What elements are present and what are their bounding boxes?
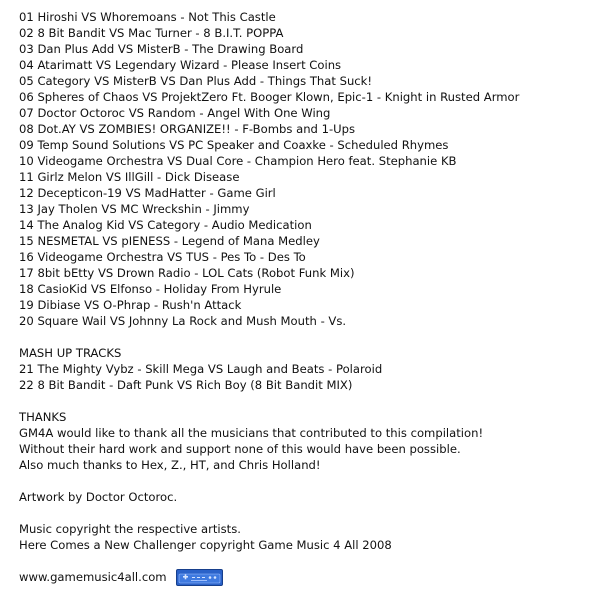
copyright-section (19, 521, 604, 553)
track-item: 01 Hiroshi VS Whoremoans - Not This Castle (19, 10, 276, 24)
spacer (19, 329, 604, 345)
track-item: 03 Dan Plus Add VS MisterB - The Drawing Board (19, 42, 304, 56)
artwork-credit: Artwork by Doctor Octoroc. (19, 490, 178, 504)
game-controller-icon (177, 570, 222, 585)
track-item: 15 NESMETAL VS pIENESS - Legend of Mana Medley (19, 234, 320, 248)
copyright-line: Music copyright the respective artists. (19, 522, 241, 536)
track-item: 11 Girlz Melon VS IllGill - Dick Disease (19, 170, 240, 184)
copyright-line: Here Comes a New Challenger copyright Game Music 4 All 2008 (19, 538, 392, 552)
track-item: 13 Jay Tholen VS MC Wreckshin - Jimmy (19, 202, 250, 216)
spacer (19, 473, 604, 489)
track-item: 20 Square Wail VS Johnny La Rock and Mush Mouth - Vs. (19, 314, 347, 328)
track-item: 16 Videogame Orchestra VS TUS - Pes To - Des To (19, 250, 306, 264)
track-item: 09 Temp Sound Solutions VS PC Speaker and Coaxke - Scheduled Rhymes (19, 138, 449, 152)
track-item: 19 Dibiase VS O-Phrap - Rush'n Attack (19, 298, 242, 312)
track-item: 17 8bit bEtty VS Drown Radio - LOL Cats (Robot Funk Mix) (19, 266, 355, 280)
track-item: 14 The Analog Kid VS Category - Audio Medication (19, 218, 312, 232)
track-item: 12 Decepticon-19 VS MadHatter - Game Girl (19, 186, 276, 200)
track-item: 07 Doctor Octoroc VS Random - Angel With One Wing (19, 106, 331, 120)
tracklist (19, 9, 604, 329)
spacer (19, 505, 604, 521)
track-item: 06 Spheres of Chaos VS ProjektZero Ft. Booger Klown, Epic-1 - Knight in Rusted Armor (19, 90, 520, 104)
track-item: 08 Dot.AY VS ZOMBIES! ORGANIZE!! - F-Bombs and 1-Ups (19, 122, 356, 136)
track-item: 22 8 Bit Bandit - Daft Punk VS Rich Boy (8 Bit Bandit MIX) (19, 378, 353, 392)
spacer (19, 393, 604, 409)
thanks-heading: THANKS (19, 410, 67, 424)
liner-notes (19, 9, 604, 589)
thanks-line: Also much thanks to Hex, Z., HT, and Chris Holland! (19, 458, 321, 472)
track-item: 10 Videogame Orchestra VS Dual Core - Champion Hero feat. Stephanie KB (19, 154, 457, 168)
thanks-line: GM4A would like to thank all the musicians that contributed to this compilation! (19, 426, 484, 440)
thanks-line: Without their hard work and support none of this would have been possible. (19, 442, 461, 456)
track-item: 02 8 Bit Bandit VS Mac Turner - 8 B.I.T. POPPA (19, 26, 284, 40)
mashup-section (19, 345, 604, 393)
mashup-heading: MASH UP TRACKS (19, 346, 122, 360)
game-controller-icon[interactable] (176, 569, 223, 586)
footer (19, 565, 604, 589)
track-item: 18 CasioKid VS Elfonso - Holiday From Hyrule (19, 282, 282, 296)
track-item: 21 The Mighty Vybz - Skill Mega VS Laugh and Beats - Polaroid (19, 362, 383, 376)
website-link[interactable]: www.gamemusic4all.com (19, 570, 167, 584)
thanks-section (19, 409, 604, 473)
track-item: 04 Atarimatt VS Legendary Wizard - Please Insert Coins (19, 58, 342, 72)
track-item: 05 Category VS MisterB VS Dan Plus Add - Things That Suck! (19, 74, 373, 88)
